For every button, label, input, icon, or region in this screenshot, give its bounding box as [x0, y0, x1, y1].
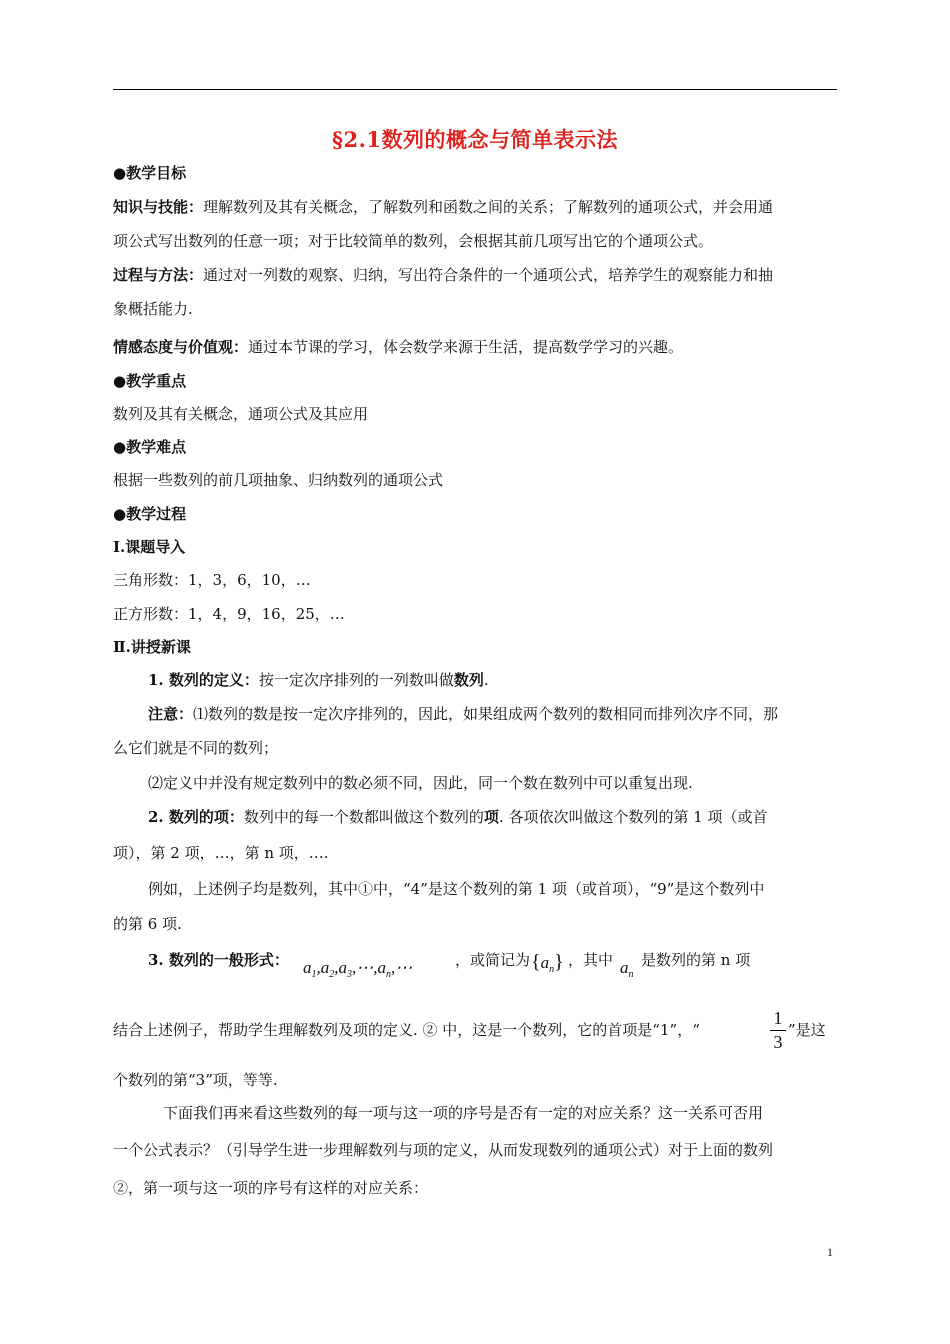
fraction-denominator: 3: [773, 1032, 783, 1052]
term-line-2: 项），第 2 项，…，第 n 项，….: [113, 844, 329, 862]
note-line-3: ⑵定义中并没有规定数列中的数必须不同，因此，同一个数在数列中可以重复出现.: [148, 774, 693, 792]
general-form-label: [148, 950, 289, 970]
key-points-text: 数列及其有关概念，通项公式及其应用: [113, 405, 369, 423]
general-form-mid: ，或简记为: [455, 951, 531, 969]
definition-line: [148, 670, 489, 690]
combine-line-2: 个数列的第“3”项，等等.: [113, 1071, 278, 1089]
example-line-1: 例如，上述例子均是数列，其中①中，“4”是这个数列的第 1 项（或首项），“9”是这个数列中: [148, 880, 765, 898]
below-line-1: 下面我们再来看这些数列的每一项与这一项的序号是否有一定的对应关系？这一关系可否用: [163, 1104, 764, 1122]
knowledge-label: 知识与技能：: [113, 198, 204, 216]
definition-end: .: [483, 671, 489, 689]
knowledge-line-1: [113, 197, 773, 217]
process-heading: ●教学过程: [113, 505, 187, 523]
fraction-bar: [770, 1030, 786, 1031]
note-label: 注意：: [148, 705, 194, 723]
example-line-2: 的第 6 项.: [113, 915, 182, 933]
general-form-formula: $a_1,a_2,a_3,\cdots,a_n,\cdots$: [303, 958, 413, 980]
definition-text: 按一定次序排列的一列数叫做: [258, 671, 454, 689]
process-line-2: 象概括能力.: [113, 300, 193, 318]
key-points-heading: ●教学重点: [113, 372, 187, 390]
term-rest: . 各项依次叫做这个数列的第 1 项（或首: [498, 808, 768, 826]
intro-heading: Ⅰ.课题导入: [113, 538, 186, 556]
emotion-label: 情感态度与价值观：: [113, 338, 249, 356]
definition-label: 1. 数列的定义：: [148, 671, 259, 689]
difficulties-text: 根据一些数列的前几项抽象、归纳数列的通项公式: [113, 471, 444, 489]
header-rule: [113, 89, 837, 90]
page-number: 1: [827, 1245, 833, 1259]
definition-term: 数列: [453, 671, 484, 689]
knowledge-text: 理解数列及其有关概念，了解数列和函数之间的关系；了解数列的通项公式，并会用通: [203, 198, 774, 216]
below-line-2: 一个公式表示？（引导学生进一步理解数列与项的定义，从而发现数列的通项公式）对于上面的数列: [113, 1141, 774, 1159]
emotion-line: [113, 337, 683, 357]
note-text-1: ⑴数列的数是按一定次序排列的，因此，如果组成两个数列的数相同而排列次序不同，那: [193, 705, 779, 723]
process-text: 通过对一列数的观察、归纳，写出符合条件的一个通项公式，培养学生的观察能力和抽: [203, 266, 774, 284]
process-line-1: [113, 265, 773, 285]
term-text: 数列中的每一个数都叫做这个数列的: [243, 808, 484, 826]
objectives-heading: ●教学目标: [113, 164, 187, 182]
fraction-one-third: [770, 1008, 786, 1053]
below-line-3: ②，第一项与这一项的序号有这样的对应关系：: [113, 1179, 429, 1197]
term-line-1: [148, 807, 768, 827]
square-numbers: 正方形数：1，4，9，16，25，…: [113, 605, 345, 623]
general-form-where: ，其中: [568, 951, 614, 969]
general-form-braces: $\{a_n\}$: [531, 951, 564, 975]
general-form-label-text: 3. 数列的一般形式：: [148, 951, 289, 969]
note-line-2: 么它们就是不同的数列；: [113, 739, 279, 757]
note-line-1: [148, 704, 778, 724]
new-lesson-heading: Ⅱ.讲授新课: [113, 638, 191, 656]
difficulties-heading: ●教学难点: [113, 438, 187, 456]
term-label: 2. 数列的项：: [148, 808, 244, 826]
combine-line-1a: 结合上述例子，帮助学生理解数列及项的定义. ② 中，这是一个数列，它的首项是“1”，“: [113, 1021, 700, 1039]
fraction-numerator: 1: [773, 1008, 783, 1028]
triangular-numbers: 三角形数：1，3，6，10，…: [113, 571, 311, 589]
general-form-end: 是数列的第 n 项: [641, 951, 751, 969]
emotion-text: 通过本节课的学习，体会数学来源于生活，提高数学学习的兴趣。: [248, 338, 684, 356]
page-title: §2.1数列的概念与简单表示法: [331, 127, 618, 152]
term-bold: 项: [483, 808, 499, 826]
knowledge-line-2: 项公式写出数列的任意一项；对于比较简单的数列，会根据其前几项写出它的个通项公式。: [113, 232, 714, 250]
combine-line-1b: ”是这: [788, 1021, 826, 1039]
process-label: 过程与方法：: [113, 266, 204, 284]
general-form-an: $a_n$: [620, 958, 634, 980]
